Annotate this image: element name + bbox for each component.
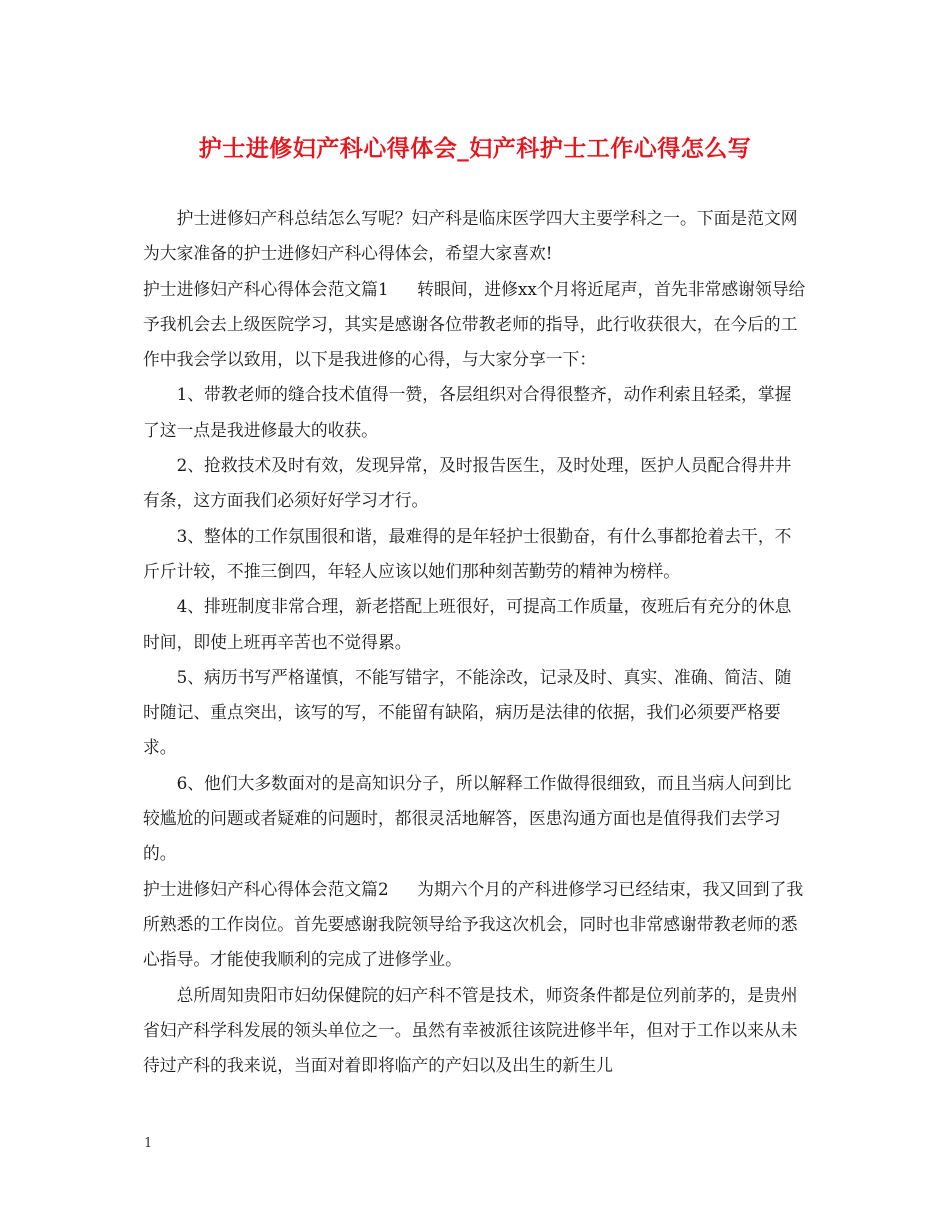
paragraph-text: 为期六个月的产科进修学习已经结束，我又回到了我所熟悉的工作岗位。首先要感谢我院领导给予我这次机会，同时也非常感谢带教老师的悉心指导。才能使我顺利的完成了进修学业。: [143, 878, 804, 970]
paragraph-text: 3、整体的工作氛围很和谐，最难得的是年轻护士很勤奋，有什么事都抢着去干，不斤斤计较，不推三倒四，年轻人应该以她们那种刻苦勤劳的精神为榜样。: [143, 525, 792, 581]
paragraph-text: 4、排班制度非常合理，新老搭配上班很好，可提高工作质量，夜班后有充分的休息时间，即使上班再辛苦也不觉得累。: [143, 596, 792, 652]
paragraph-text: 1、带教老师的缝合技术值得一赞，各层组织对合得很整齐，动作利索且轻柔，掌握了这一点是我进修最大的收获。: [143, 384, 792, 440]
paragraph: [143, 766, 807, 872]
paragraph: [143, 978, 807, 1084]
paragraph: [143, 872, 807, 978]
paragraph: [143, 201, 807, 272]
paragraph-text: 6、他们大多数面对的是高知识分子，所以解释工作做得很细致，而且当病人问到比较尴尬的问题或者疑难的问题时，都很灵活地解答，医患沟通方面也是值得我们去学习的。: [143, 772, 792, 864]
paragraph: [143, 660, 807, 766]
paragraph-text: 转眼间，进修xx个月将近尾声，首先非常感谢领导给予我机会去上级医院学习，其实是感谢各位带教老师的指导，此行收获很大，在今后的工作中我会学以致用，以下是我进修的心得，与大家分享一下：: [143, 278, 806, 370]
section-label: 护士进修妇产科心得体会范文篇2: [143, 878, 389, 899]
paragraph-text: 总所周知贵阳市妇幼保健院的妇产科不管是技术，师资条件都是位列前茅的，是贵州省妇产科学科发展的领头单位之一。虽然有幸被派往该院进修半年，但对于工作以来从未待过产科的我来说，当面对着即将临产的产妇以及出生的新生儿: [143, 984, 798, 1076]
paragraph: [143, 519, 807, 590]
paragraph: [143, 448, 807, 519]
paragraph: [143, 377, 807, 448]
document-body: [143, 201, 807, 1083]
page-number: 1: [144, 1136, 153, 1151]
section-label: 护士进修妇产科心得体会范文篇1: [143, 278, 389, 299]
paragraph: [143, 272, 807, 378]
document-title: 护士进修妇产科心得体会_妇产科护士工作心得怎么写: [198, 135, 752, 162]
paragraph: [143, 589, 807, 660]
paragraph-text: 5、病历书写严格谨慎，不能写错字，不能涂改，记录及时、真实、准确、简洁、随时随记、重点突出，该写的写，不能留有缺陷，病历是法律的依据，我们必须要严格要求。: [143, 666, 792, 758]
paragraph-text: 2、抢救技术及时有效，发现异常，及时报告医生，及时处理，医护人员配合得井井有条，这方面我们必须好好学习才行。: [143, 455, 792, 511]
paragraph-text: 护士进修妇产科总结怎么写呢？妇产科是临床医学四大主要学科之一。下面是范文网为大家准备的护士进修妇产科心得体会，希望大家喜欢!: [143, 208, 798, 264]
